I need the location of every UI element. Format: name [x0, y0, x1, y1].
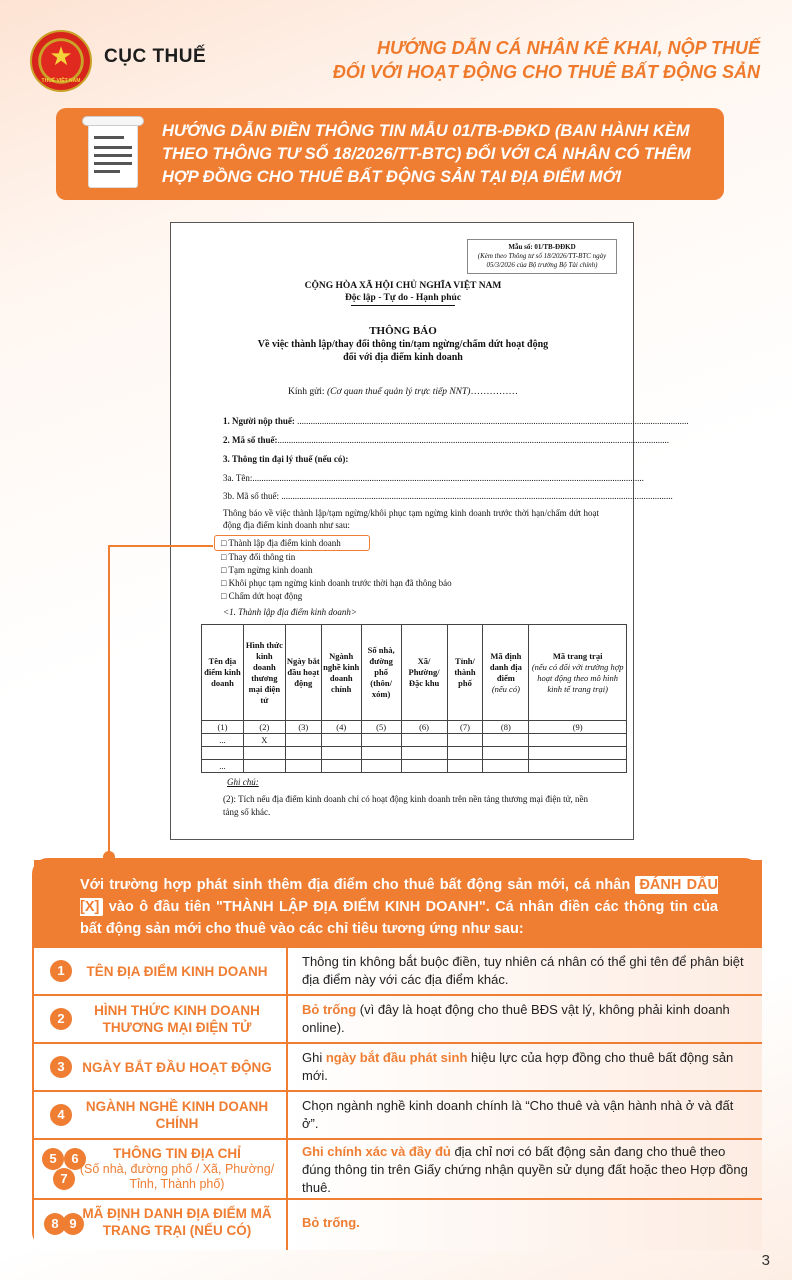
document-title-line2: ĐỐI VỚI HOẠT ĐỘNG CHO THUÊ BẤT ĐỘNG SẢN: [332, 62, 760, 82]
option-resume: □ Khôi phục tạm ngừng kinh doanh trước thời hạn đã thông báo: [221, 578, 452, 588]
col-header-1: Tên địa điểm kinh doanh: [202, 625, 244, 721]
table-number-row: (1) (2) (3) (4) (5) (6) (7) (8) (9): [202, 721, 627, 734]
row-label: THÔNG TIN ĐỊA CHỈ (Số nhà, đường phố / Xã, Phường/ Tỉnh, Thành phố): [79, 1146, 275, 1191]
table-header-row: [202, 625, 627, 721]
number-badge-1: 1: [50, 960, 72, 982]
instruction-row-5-6-7: [34, 1138, 762, 1198]
document-scroll-icon: [82, 116, 144, 192]
row-label: NGÀY BẮT ĐẦU HOẠT ĐỘNG: [82, 1060, 272, 1075]
table-row: ... X: [202, 734, 627, 747]
section-banner: [56, 108, 724, 200]
row-description: Ghi chính xác và đầy đủ địa chỉ nơi có bất động sản đang cho thuê theo đúng thông tin trên Giấy chứng nhận quyền sử dụng đất hoặc theo Hợp đồng thuê.: [302, 1144, 748, 1195]
number-badge-2: 2: [50, 1008, 72, 1030]
note-heading: Ghi chú:: [227, 777, 259, 787]
instruction-row-3: [34, 1042, 762, 1090]
row-description: Chọn ngành nghề kinh doanh chính là “Cho thuê và vận hành nhà ở và đất ở”.: [302, 1098, 734, 1131]
banner-title: HƯỚNG DẪN ĐIỀN THÔNG TIN MẪU 01/TB-ĐĐKD (BAN HÀNH KÈM THEO THÔNG TƯ SỐ 18/2026/TT-BTC) ĐỐI VỚI CÁ NHÂN CÓ THÊM HỢP ĐỒNG CHO THUÊ BẤT ĐỘNG SẢN TẠI ĐỊA ĐIỂM MỚI: [162, 122, 691, 186]
instruction-row-4: [34, 1090, 762, 1138]
option-change-info: □ Thay đổi thông tin: [221, 552, 296, 562]
instruction-row-1: [34, 946, 762, 994]
col-header-2: Hình thức kinh doanh thương mại điện tử: [243, 625, 285, 721]
number-badge-6: 6: [64, 1148, 86, 1170]
document-title: [333, 36, 760, 84]
row-description: Ghi ngày bắt đầu phát sinh hiệu lực của hợp đồng cho thuê bất động sản mới.: [302, 1050, 734, 1083]
field-agent-tax-code: 3b. Mã số thuế: ..............................................................................................................................................................................: [223, 491, 673, 501]
form-code: Mẫu số: 01/TB-ĐĐKD: [508, 243, 576, 251]
number-badge-5: 5: [42, 1148, 64, 1170]
instruction-row-2: [34, 994, 762, 1042]
field-tax-code: 2. Mã số thuế:..............................................................................................................................................................................: [223, 435, 669, 445]
instruction-row-8-9: [34, 1198, 762, 1250]
col-header-9: Mã trang trại (nếu có đối với trường hợp hoạt động theo mô hình kinh tế trang trại): [529, 625, 627, 721]
row-description: Bỏ trống.: [302, 1215, 360, 1230]
page-number: 3: [761, 1252, 770, 1269]
instruction-panel: [32, 858, 760, 1248]
instruction-intro-box: [34, 860, 762, 946]
table-row: ...: [202, 760, 627, 773]
mark-x-highlight: ĐÁNH DẤU [X]: [80, 877, 718, 915]
row-description: Bỏ trống (vì đây là hoạt động cho thuê BĐS vật lý, không phải kinh doanh online).: [302, 1002, 730, 1035]
field-taxpayer: 1. Người nộp thuế: ..............................................................................................................................................................................: [223, 416, 689, 426]
row-label: MÃ ĐỊNH DANH ĐỊA ĐIỂM MÃ TRANG TRẠI (NẾU CÓ): [82, 1206, 272, 1238]
notice-title: THÔNG BÁO: [369, 325, 437, 337]
row-label: HÌNH THỨC KINH DOANH THƯƠNG MẠI ĐIỆN TỬ: [94, 1003, 260, 1035]
row-label: TÊN ĐỊA ĐIỂM KINH DOANH: [86, 964, 268, 979]
col-header-8: Mã định danh địa điểm (nếu có): [483, 625, 529, 721]
connector-line: [108, 545, 213, 547]
national-motto: Độc lập - Tự do - Hạnh phúc: [344, 293, 462, 303]
field-agent-info: 3. Thông tin đại lý thuế (nếu có):: [223, 454, 349, 464]
option-terminate: □ Chấm dứt hoạt động: [221, 591, 303, 601]
document-title-line1: HƯỚNG DẪN CÁ NHÂN KÊ KHAI, NỘP THUẾ: [377, 38, 760, 58]
section-label: <1. Thành lập địa điểm kinh doanh>: [223, 607, 357, 617]
number-badge-8: 8: [44, 1213, 66, 1235]
tax-emblem-logo: [30, 30, 92, 92]
number-badge-3: 3: [50, 1056, 72, 1078]
col-header-5: Số nhà, đường phố (thôn/ xóm): [361, 625, 401, 721]
notice-subtitle-2: đối với địa điểm kinh doanh: [343, 352, 463, 363]
row-label: NGÀNH NGHỀ KINH DOANH CHÍNH: [85, 1099, 269, 1131]
instruction-intro: Với trường hợp phát sinh thêm địa điểm cho thuê bất động sản mới, cá nhân ĐÁNH DẤU [X] vào ô đầu tiên "THÀNH LẬP ĐỊA ĐIỂM KINH DOANH". Cá nhân điền các thông tin của bất động sản mới cho thuê vào các chỉ tiêu tương ứng như sau:: [80, 877, 718, 937]
page-header: [0, 0, 792, 100]
addressee-line: Kính gửi: (Cơ quan thuế quản lý trực tiếp NNT)……………: [288, 387, 518, 397]
star-icon: ★: [49, 41, 73, 71]
connector-line-vertical: [108, 545, 110, 855]
form-code-note: (Kèm theo Thông tư số 18/2026/TT-BTC ngày 05/3/2026 của Bộ trưởng Bộ Tài chính): [477, 252, 607, 269]
number-badge-4: 4: [50, 1104, 72, 1126]
option-suspend: □ Tạm ngừng kinh doanh: [221, 565, 313, 575]
brand-name: CỤC THUẾ: [104, 46, 207, 67]
col-header-6: Xã/ Phường/ Đặc khu: [401, 625, 447, 721]
number-badge-7: 7: [53, 1168, 75, 1190]
form-code-box: [467, 239, 617, 274]
col-header-3: Ngày bắt đầu hoạt động: [285, 625, 321, 721]
note-text: (2): Tích nếu địa điểm kinh doanh chỉ có hoạt động kinh doanh trên nền tảng thương mại điện tử, nền tảng số khác.: [223, 794, 589, 817]
emblem-text: THUẾ VIỆT NAM: [41, 78, 81, 84]
row-description: Thông tin không bắt buộc điền, tuy nhiên cá nhân có thể ghi tên để phân biệt địa điểm này với các địa điểm khác.: [302, 954, 744, 987]
notice-paragraph: Thông báo về việc thành lập/tạm ngừng/khôi phục tạm ngừng kinh doanh trước thời hạn/chấm dứt hoạt động địa điểm kinh doanh như sau:: [223, 508, 599, 530]
motto-underline: [351, 305, 455, 306]
table-row: [202, 747, 627, 760]
number-badge-9: 9: [62, 1213, 84, 1235]
national-title: CỘNG HÒA XÃ HỘI CHỦ NGHĨA VIỆT NAM: [304, 281, 502, 291]
col-header-7: Tỉnh/ thành phố: [447, 625, 483, 721]
option-establish: □ Thành lập địa điểm kinh doanh: [221, 538, 341, 548]
location-table: [201, 624, 627, 773]
form-01-tb-ddkd: [170, 222, 689, 840]
notice-subtitle-1: Về việc thành lập/thay đổi thông tin/tạm ngừng/chấm dứt hoạt động: [257, 339, 549, 350]
col-header-4: Ngành nghề kinh doanh chính: [321, 625, 361, 721]
field-agent-name: 3a. Tên:..............................................................................................................................................................................: [223, 473, 644, 483]
